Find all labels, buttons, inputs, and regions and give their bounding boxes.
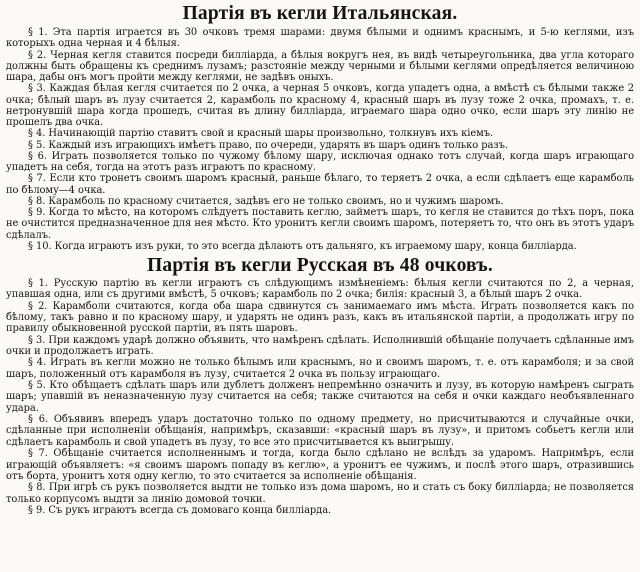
rule-paragraph: § 3. Каждая бѣлая кегля считается по 2 очка, а черная 5 очковъ, когда упадетъ одна, а вмѣстѣ съ бѣлыми также 2 очка; бѣлый шаръ въ лузу считается 2, карамболь по красному 4, красный шаръ въ лузу тоже 2 очка, промахъ, т. е. нетронувшій шара когда прошедъ, считая въ длину билліарда, играемаго шара одно очко, если шаръ эту линію не прошелъ два очка. — [6, 83, 634, 128]
rule-paragraph: § 4. Играть въ кегли можно не только бѣлымъ или краснымъ, но и своимъ шаромъ, т. е. отъ карамболя; и за свой шаръ, положенный отъ карамболя въ лузу, считается 2 очка въ пользу играющаго. — [6, 357, 634, 380]
rule-paragraph: § 7. Если кто тронетъ своимъ шаромъ красный, раньше бѣлаго, то теряетъ 2 очка, а если сдѣлаетъ еще карамболь по бѣлому—4 очка. — [6, 173, 634, 196]
rule-paragraph: § 8. Карамболь по красному считается, задѣвъ его не только своимъ, но и чужимъ шаромъ. — [28, 195, 504, 207]
rule-paragraph: § 2. Черная кегля ставится посреди билліарда, а бѣлыя вокругъ нея, въ видѣ четыреугольника, два угла котораго должны быть обращены къ среднимъ лузамъ; разстояніе между черными и бѣлыми кеглями опредѣляется величиною шара, дабы онъ могъ пройти между кеглями, не задѣвъ оныхъ. — [6, 49, 634, 83]
section-body-italian — [6, 27, 634, 252]
rule-paragraph: § 9. Съ рукъ играютъ всегда съ домоваго конца билліарда. — [28, 504, 332, 516]
rule-paragraph: § 7. Обѣщаніе считается исполненнымъ и тогда, когда было сдѣлано не вслѣдъ за ударомъ. Напримѣръ, если играющій объявляетъ: «я своимъ шаромъ попаду въ кеглю», а уронитъ ее чужимъ, и послѣ этого шаръ, отразившись отъ борта, уронитъ хотя одну кеглю, то это считается за исполненіе обѣщанія. — [6, 448, 634, 482]
rule-paragraph: § 10. Когда играютъ изъ руки, то это всегда дѣлаютъ отъ дальняго, къ играемому шару, конца билліарда. — [28, 240, 577, 252]
rule-paragraph: § 5. Каждый изъ играющихъ имѣетъ право, по очереди, ударять въ шаръ одинъ только разъ. — [28, 139, 508, 151]
rule-paragraph: § 5. Кто обѣщаетъ сдѣлать шаръ или дублетъ долженъ непремѣнно означить и лузу, въ которую намѣренъ сыграть шаръ; упавшій въ неназначенную лузу считается на себя; также считаются на себя и очки каждаго необъявленнаго удара. — [6, 380, 634, 414]
section-title-italian: Партія въ кегли Итальянская. — [182, 3, 458, 24]
rule-paragraph: § 6. Играть позволяется только по чужому бѣлому шару, исключая однако тотъ случай, когда шаръ играющаго упадетъ на себя, тогда на этотъ разъ играютъ по красному. — [6, 150, 634, 173]
rule-paragraph: § 6. Объявивъ впередъ ударъ достаточно только по одному предмету, но присчитываются и случайные очки, сдѣланные при исполненіи обѣщанія, напримѣръ, сказавши: «красный шаръ въ лузу», и притомъ собьетъ кегли или сдѣлаетъ карамболь и свой упадетъ въ лузу, то все это присчитывается къ выигрышу. — [6, 414, 634, 448]
rule-paragraph: § 9. Когда то мѣсто, на которомъ слѣдуетъ поставить кеглю, займетъ шаръ, то кегля не ставится до тѣхъ поръ, пока не очистится предназначенное для нея мѣсто. Кто уронитъ кегли своимъ шаромъ, потеряетъ то, что онъ въ этотъ ударъ сдѣлалъ. — [6, 207, 634, 241]
rule-paragraph: § 1. Эта партія играется въ 30 очковъ тремя шарами: двумя бѣлыми и однимъ краснымъ, и 5-ю кеглями, изъ которыхъ одна черная и 4 бѣлыя. — [6, 27, 634, 50]
section-body-russian — [6, 278, 634, 516]
rule-paragraph: § 4. Начинающій партію ставитъ свой и красный шары произвольно, толкнувъ ихъ кіемъ. — [28, 128, 494, 140]
rule-paragraph: § 8. При игрѣ съ рукъ позволяется выдти не только изъ дома шаромъ, но и стать съ боку билліарда; не позволяется только корпусомъ выдти за линію домовой точки. — [6, 482, 634, 505]
rule-paragraph: § 3. При каждомъ ударѣ должно объявить, что намѣренъ сдѣлать. Исполнившій обѣщаніе получаетъ сдѣланные имъ очки и продолжаетъ играть. — [6, 334, 634, 358]
section-title-russian: Партія въ кегли Русская въ 48 очковъ. — [147, 255, 493, 276]
rule-paragraph: § 1. Русскую партію въ кегли играютъ съ слѣдующимъ измѣненіемъ: бѣлыя кегли считаются по 2, а черная, упавшая одна, или съ другими вмѣстѣ, 5 очковъ; карамболь по 2 очка; билія: красный 3, а бѣлый шаръ 2 очка. — [6, 278, 634, 301]
rule-paragraph: § 2. Карамболи считаются, когда оба шара сдвинутся съ занимаемаго имъ мѣста. Играть позволяется какъ по бѣлому, такъ равно и по красному шару, и ударять не одинъ разъ, какъ въ итальянской партіи, а продолжать игру по правилу обыкновенной русской партіи, въ пять шаровъ. — [6, 300, 634, 335]
